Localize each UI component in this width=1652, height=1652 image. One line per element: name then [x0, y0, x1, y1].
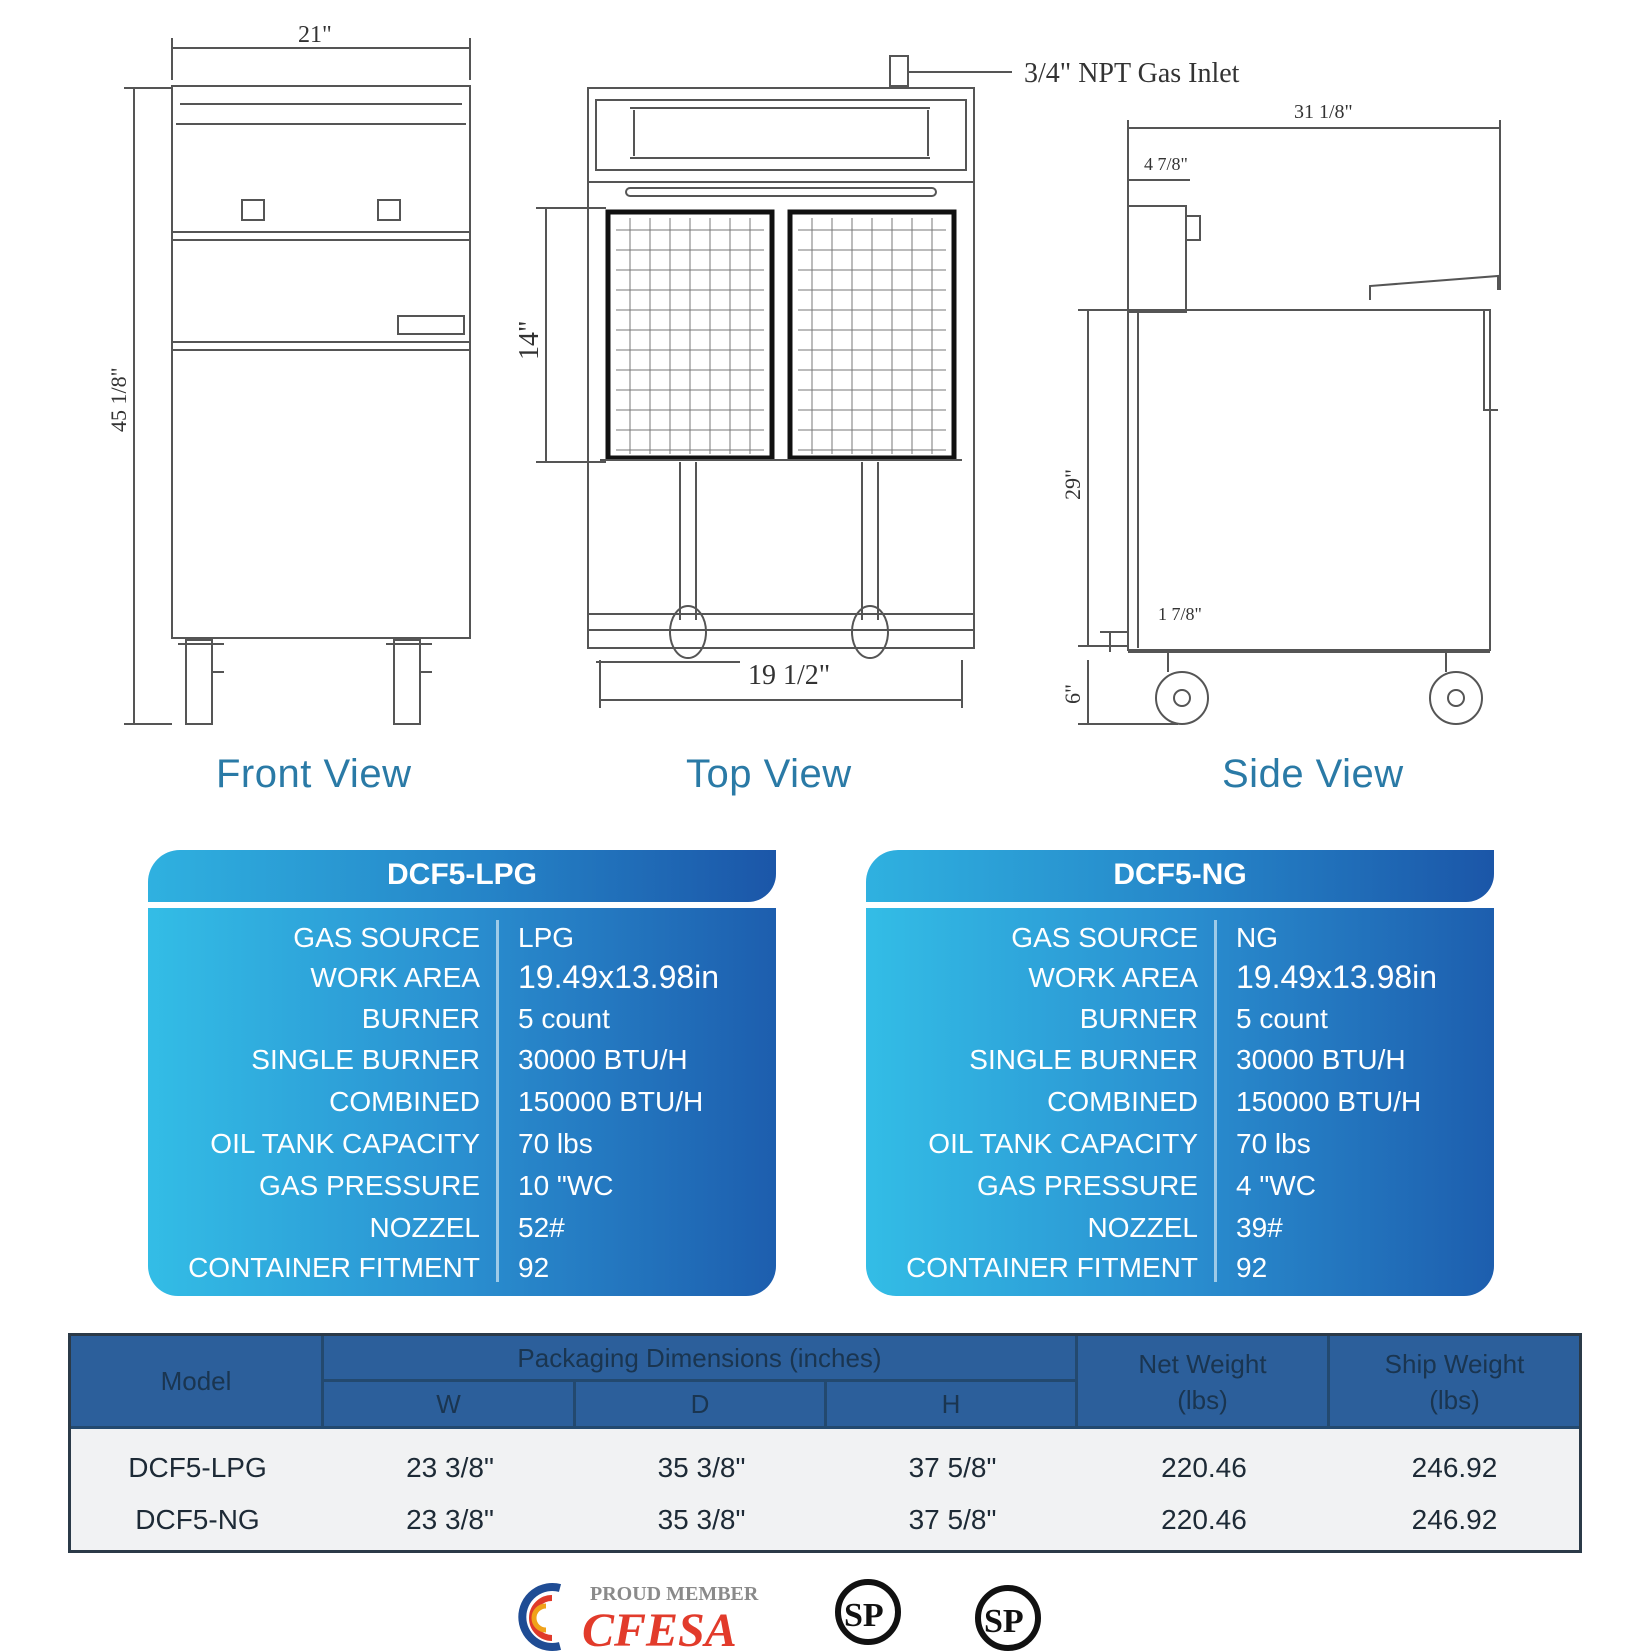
spec-panel-lpg [148, 850, 776, 1298]
spec-row: COMBINED 150000 BTU/H [1047, 1086, 1422, 1117]
top-view-label: Top View [686, 752, 852, 796]
side-view-label: Side View [1222, 752, 1404, 796]
header-h: H [827, 1382, 1078, 1426]
spec-row: CONTAINER FITMENT 92 [906, 1252, 1268, 1283]
technical-drawing [0, 0, 1652, 760]
table-cell: 35 3/8" [657, 1504, 746, 1535]
spec-row: GAS SOURCE LPG [293, 922, 575, 953]
spec-model-title: DCF5-NG [1113, 858, 1247, 891]
side-floor-dim: 1 7/8" [1158, 604, 1202, 624]
spec-row: SINGLE BURNER 30000 BTU/H [969, 1044, 1406, 1075]
side-body-height-dim: 29" [1060, 469, 1085, 500]
spec-row: NOZZEL 39# [1087, 1212, 1283, 1243]
table-cell: 220.46 [1161, 1452, 1247, 1483]
spec-row: WORK AREA 19.49x13.98in [1028, 959, 1438, 995]
front-width-dim: 21" [298, 22, 332, 48]
side-view-drawing [1078, 120, 1500, 724]
table-cell: 23 3/8" [406, 1452, 494, 1483]
header-w: W [324, 1382, 576, 1426]
table-cell: 246.92 [1411, 1452, 1498, 1483]
cfesa-tagline: PROUD MEMBER [590, 1583, 759, 1605]
cfesa-wordmark: CFESA [582, 1604, 737, 1652]
svg-text:SP: SP [844, 1597, 884, 1634]
front-view-drawing [124, 38, 470, 724]
top-width-dim: 19 1/2" [748, 660, 831, 691]
spec-panel-body [866, 908, 1494, 1296]
header-d: D [576, 1382, 827, 1426]
gas-inlet-label: 3/4" NPT Gas Inlet [1024, 58, 1240, 89]
top-view-drawing [536, 56, 1012, 708]
table-cell: 23 3/8" [406, 1504, 494, 1535]
header-net-weight: Net Weight (lbs) [1078, 1336, 1330, 1426]
spec-row: OIL TANK CAPACITY 70 lbs [928, 1128, 1311, 1159]
csa-logo-2 [978, 1588, 1038, 1648]
csa-logo-1 [838, 1582, 898, 1642]
spec-panel-ng [866, 850, 1494, 1298]
spec-row: GAS PRESSURE 10 "WC [259, 1170, 614, 1201]
front-height-dim: 45 1/8" [106, 367, 131, 432]
side-depth-dim: 31 1/8" [1294, 101, 1353, 123]
table-cell: 35 3/8" [657, 1452, 746, 1483]
spec-row: NOZZEL 52# [369, 1212, 565, 1243]
spec-panel-header [866, 850, 1494, 902]
header-model: Model [71, 1336, 324, 1426]
basket-mesh [616, 218, 946, 454]
header-ship-weight: Ship Weight (lbs) [1330, 1336, 1579, 1426]
spec-row: GAS PRESSURE 4 "WC [977, 1170, 1316, 1201]
table-cell: 220.46 [1161, 1504, 1247, 1535]
side-caster-dim: 6" [1060, 684, 1085, 704]
table-cell: DCF5-NG [135, 1504, 260, 1535]
front-view-label: Front View [216, 752, 412, 796]
spec-row: CONTAINER FITMENT 92 [188, 1252, 550, 1283]
table-cell: DCF5-LPG [128, 1452, 267, 1483]
top-depth-dim: 14" [514, 320, 545, 360]
spec-model-title: DCF5-LPG [387, 858, 537, 891]
spec-row: WORK AREA 19.49x13.98in [310, 959, 720, 995]
svg-text:SP: SP [984, 1603, 1024, 1640]
certification-logos [0, 1560, 1652, 1652]
spec-row: BURNER 5 count [361, 1003, 610, 1034]
table-cell: 37 5/8" [908, 1452, 997, 1483]
packaging-table [68, 1333, 1582, 1553]
spec-panel-header [148, 850, 776, 902]
spec-row: BURNER 5 count [1079, 1003, 1328, 1034]
spec-row: GAS SOURCE NG [1011, 922, 1278, 953]
spec-row: COMBINED 150000 BTU/H [329, 1086, 704, 1117]
spec-panel-body [148, 908, 776, 1296]
header-packaging-dims: Packaging Dimensions (inches) [324, 1336, 1078, 1382]
side-offset-dim: 4 7/8" [1144, 154, 1188, 174]
table-cell: 37 5/8" [908, 1504, 997, 1535]
spec-row: SINGLE BURNER 30000 BTU/H [251, 1044, 688, 1075]
spec-row: OIL TANK CAPACITY 70 lbs [210, 1128, 593, 1159]
cfesa-logo [522, 1583, 759, 1652]
table-cell: 246.92 [1411, 1504, 1498, 1535]
